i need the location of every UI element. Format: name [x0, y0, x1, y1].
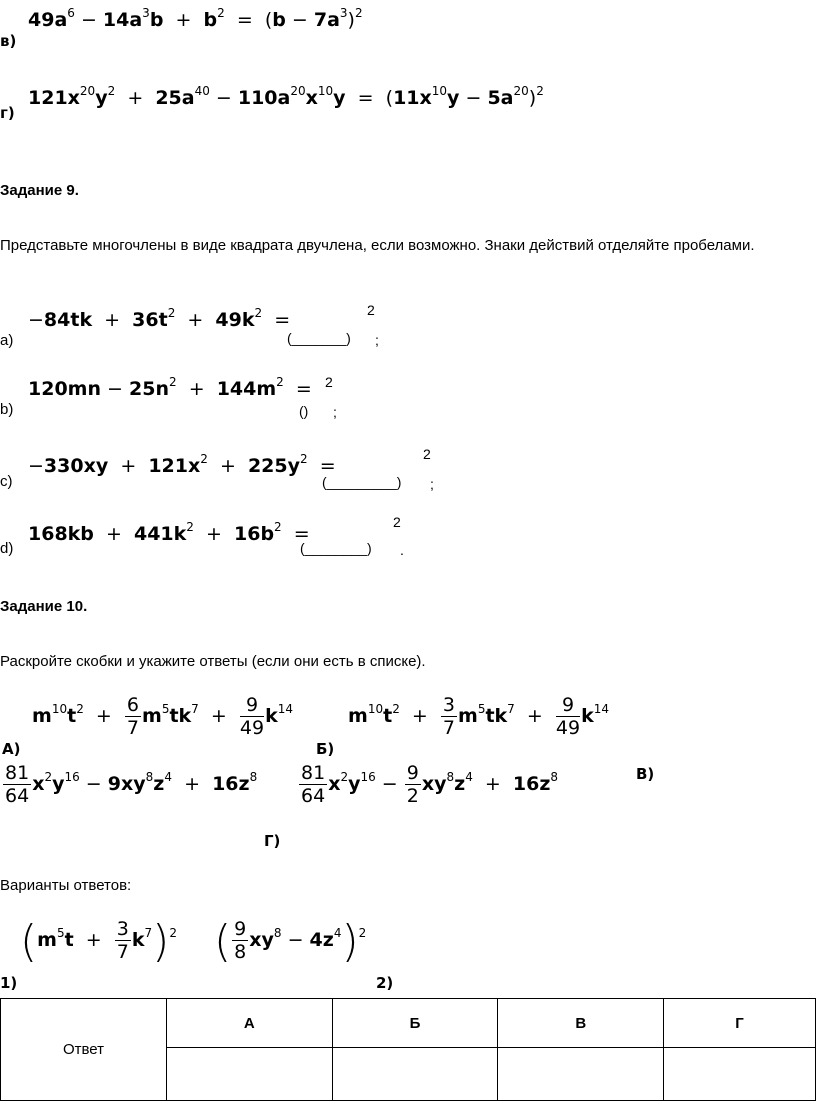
answer-cell-g[interactable]: [664, 1048, 816, 1101]
task9-a-end: ;: [375, 332, 379, 348]
task9-c-answer-field[interactable]: (_________): [322, 474, 402, 490]
task9-d-label: d): [0, 540, 14, 557]
answer-col-v: В: [498, 999, 664, 1048]
task10-v-label: В): [636, 765, 655, 783]
task8-g-label: г): [0, 104, 15, 122]
task10-a-label: А): [2, 740, 21, 758]
task9-b-answer-field[interactable]: (): [299, 403, 309, 419]
task9-heading: Задание 9.: [0, 182, 79, 199]
task10-g-label: Г): [264, 832, 281, 850]
answer-row-label: Ответ: [1, 999, 167, 1101]
task9-b-exponent: 2: [325, 374, 333, 390]
task8-v-label: в): [0, 32, 17, 50]
answer-col-b: Б: [332, 999, 498, 1048]
task10-g-expression: $\frac{81}{64}$ $x^2y^{16}$ − $\frac{9}{2}$ $xy^8z^4 + 16z^8$: [301, 762, 559, 807]
task8-g-expression: $121x^{20}y^2 + 25a^{40} - 110a^{20}x^{10}y = (11x^{10}y - 5a^{20})^2$: [28, 84, 544, 109]
task10-b-label: Б): [316, 740, 335, 758]
task9-c-end: ;: [430, 476, 434, 492]
task10-v-expression: $\frac{81}{64}$ $x^2y^{16} - 9xy^8z^4 + 16z^8$: [5, 762, 258, 807]
task9-b-expression: $120mn - 25n^2 + 144m^2$ =: [28, 375, 312, 400]
variants-title: Варианты ответов:: [0, 877, 132, 894]
task8-v-expression: $49a^6 - 14a^3b + b^2 = (b - 7a^3)^2$: [28, 6, 363, 31]
task9-d-end: .: [400, 542, 404, 558]
task9-d-answer-field[interactable]: (________): [300, 540, 372, 556]
task9-b-label: b): [0, 401, 14, 418]
answer-col-a: А: [166, 999, 332, 1048]
task10-a-expression: $m^{10}t^2$ + $\frac{6}{7}$ $m^5tk^7$ + $\frac{9}{49}$ $k^{14}$: [32, 694, 293, 739]
answer-table: [0, 998, 816, 1101]
task9-c-label: c): [0, 473, 13, 490]
task9-a-exponent: 2: [367, 302, 375, 318]
task10-instruction: Раскройте скобки и укажите ответы (если они есть в списке).: [0, 653, 426, 670]
task10-heading: Задание 10.: [0, 598, 88, 615]
task9-d-exponent: 2: [393, 514, 401, 530]
variant-1-label: 1): [0, 974, 18, 992]
answer-cell-v[interactable]: [498, 1048, 664, 1101]
task9-c-expression: $-330xy + 121x^2 + 225y^2$ =: [28, 452, 336, 477]
task9-d-expression: $168kb + 441k^2 + 16b^2$ =: [28, 520, 310, 545]
answer-cell-a[interactable]: [166, 1048, 332, 1101]
task10-b-expression: $m^{10}t^2$ + $\frac{3}{7}$ $m^5tk^7$ + $\frac{9}{49}$ $k^{14}$: [348, 694, 609, 739]
task9-c-exponent: 2: [423, 446, 431, 462]
task9-a-label: a): [0, 332, 14, 349]
answer-col-g: Г: [664, 999, 816, 1048]
task9-a-expression: $-84tk + 36t^2 + 49k^2$ =: [28, 306, 291, 331]
task9-instruction: Представьте многочлены в виде квадрата двучлена, если возможно. Знаки действий отделяйте пробелами.: [0, 237, 755, 254]
answer-cell-b[interactable]: [332, 1048, 498, 1101]
task9-a-answer-field[interactable]: (_______): [287, 330, 351, 346]
variant-2-expression: ( $\frac{9}{8}$ $xy^8 - 4z^4)^2$: [214, 916, 367, 967]
variant-1-expression: ($m^5t$ + $\frac{3}{7}$ $k^7)^2$: [20, 916, 177, 967]
task9-b-end: ;: [333, 404, 337, 420]
variant-2-label: 2): [376, 974, 394, 992]
